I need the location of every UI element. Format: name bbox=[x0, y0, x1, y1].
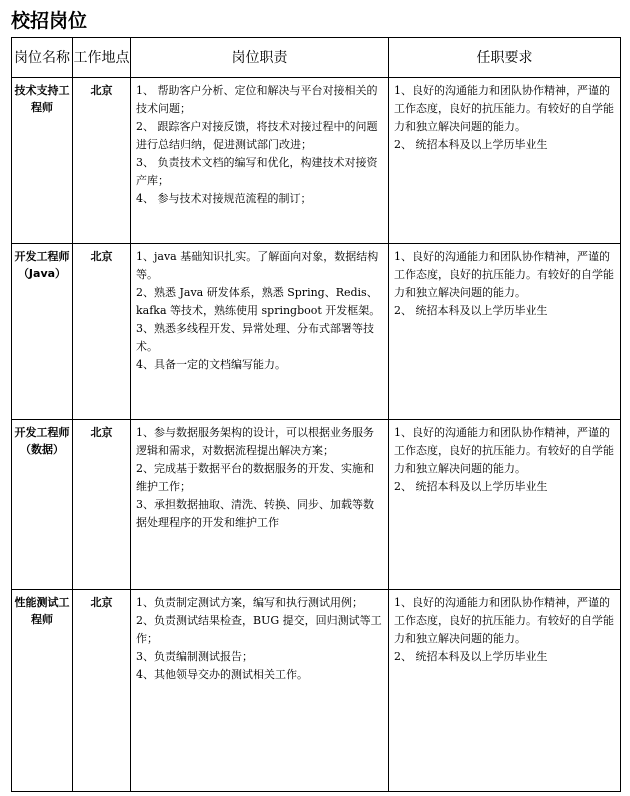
position-name: 技术支持工程师 bbox=[12, 78, 73, 244]
recruitment-table bbox=[11, 37, 621, 792]
table-row bbox=[12, 590, 621, 792]
duty-item: 4、 参与技术对接规范流程的制订； bbox=[136, 192, 312, 205]
position-requirements bbox=[389, 244, 621, 420]
requirement-item: 2、 统招本科及以上学历毕业生 bbox=[394, 304, 548, 317]
duty-item: 3、负责编制测试报告； bbox=[136, 650, 253, 663]
position-requirements bbox=[389, 420, 621, 590]
duty-item: 1、 帮助客户分析、定位和解决与平台对接相关的技术问题； bbox=[136, 84, 378, 115]
header-duties: 岗位职责 bbox=[131, 38, 389, 78]
duty-item: 2、负责测试结果检查，BUG 提交，回归测试等工作； bbox=[136, 614, 382, 645]
requirement-item: 1、良好的沟通能力和团队协作精神，严谨的工作态度，良好的抗压能力。有较好的自学能力和独立解决问题的能力。 bbox=[394, 250, 614, 299]
duty-item: 4、具备一定的文档编写能力。 bbox=[136, 358, 286, 371]
duty-item: 1、java 基础知识扎实。了解面向对象，数据结构等。 bbox=[136, 250, 379, 281]
duty-item: 1、参与数据服务架构的设计，可以根据业务服务逻辑和需求，对数据流程提出解决方案； bbox=[136, 426, 374, 457]
requirement-item: 1、良好的沟通能力和团队协作精神，严谨的工作态度，良好的抗压能力。有较好的自学能力和独立解决问题的能力。 bbox=[394, 84, 614, 133]
duty-item: 2、完成基于数据平台的数据服务的开发、实施和维护工作； bbox=[136, 462, 374, 493]
duty-item: 4、其他领导交办的测试相关工作。 bbox=[136, 668, 308, 681]
duty-item: 3、 负责技术文档的编写和优化，构建技术对接资产库； bbox=[136, 156, 378, 187]
position-location: 北京 bbox=[73, 590, 131, 792]
duty-item: 1、负责制定测试方案，编写和执行测试用例； bbox=[136, 596, 363, 609]
duty-item: 3、熟悉多线程开发、异常处理、分布式部署等技术。 bbox=[136, 322, 374, 353]
duty-item: 2、熟悉 Java 研发体系，熟悉 Spring、Redis、kafka 等技术，熟练使用 springboot 开发框架。 bbox=[136, 286, 381, 317]
requirement-item: 2、 统招本科及以上学历毕业生 bbox=[394, 650, 548, 663]
header-position-name: 岗位名称 bbox=[12, 38, 73, 78]
requirement-item: 2、 统招本科及以上学历毕业生 bbox=[394, 480, 548, 493]
position-name: 性能测试工程师 bbox=[12, 590, 73, 792]
page-title: 校招岗位 bbox=[11, 10, 88, 32]
duty-item: 2、 跟踪客户对接反馈，将技术对接过程中的问题进行总结归纳，促进测试部门改进； bbox=[136, 120, 378, 151]
table-header-row bbox=[12, 38, 621, 78]
position-name: 开发工程师（数据） bbox=[12, 420, 73, 590]
duty-item: 3、承担数据抽取、清洗、转换、同步、加载等数据处理程序的开发和维护工作 bbox=[136, 498, 374, 529]
header-location: 工作地点 bbox=[73, 38, 131, 78]
position-name: 开发工程师（Java） bbox=[12, 244, 73, 420]
requirement-item: 1、良好的沟通能力和团队协作精神，严谨的工作态度，良好的抗压能力。有较好的自学能力和独立解决问题的能力。 bbox=[394, 596, 614, 645]
table-row bbox=[12, 420, 621, 590]
position-location: 北京 bbox=[73, 244, 131, 420]
requirement-item: 2、 统招本科及以上学历毕业生 bbox=[394, 138, 548, 151]
position-requirements bbox=[389, 78, 621, 244]
position-duties bbox=[131, 78, 389, 244]
requirement-item: 1、良好的沟通能力和团队协作精神，严谨的工作态度，良好的抗压能力。有较好的自学能力和独立解决问题的能力。 bbox=[394, 426, 614, 475]
position-duties bbox=[131, 244, 389, 420]
table-row bbox=[12, 78, 621, 244]
header-requirements: 任职要求 bbox=[389, 38, 621, 78]
position-location: 北京 bbox=[73, 420, 131, 590]
position-duties bbox=[131, 590, 389, 792]
position-duties bbox=[131, 420, 389, 590]
position-requirements bbox=[389, 590, 621, 792]
position-location: 北京 bbox=[73, 78, 131, 244]
table-row bbox=[12, 244, 621, 420]
